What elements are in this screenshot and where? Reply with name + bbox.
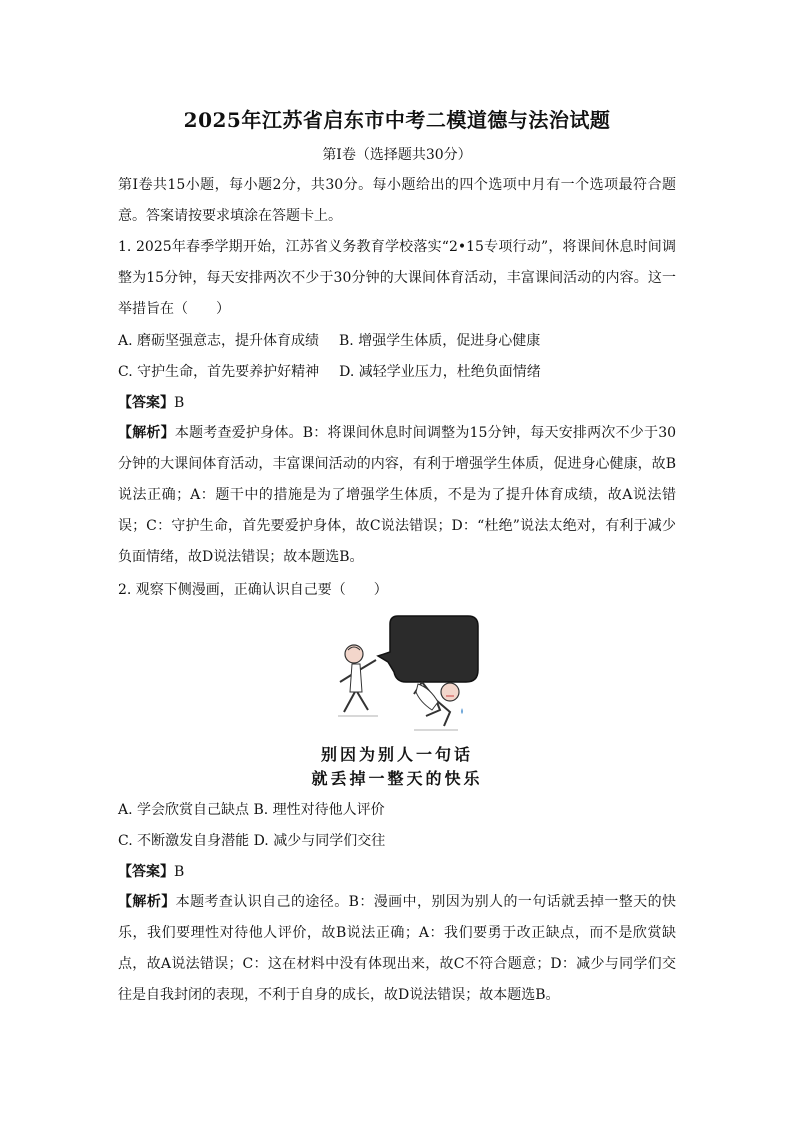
section-instructions: 第I卷共15小题，每小题2分，共30分。每小题给出的四个选项中月有一个选项最符合题意。答案请按要求填涂在答题卡上。 [118,177,676,224]
question-1-analysis [118,418,676,573]
question-1-options-row-2 [118,362,541,382]
answer-value: B [174,864,185,880]
question-2-option-c: C. 不断激发自身潜能 [118,833,250,849]
analysis-label: 【解析】 [118,425,175,441]
analysis-text: 本题考查认识自己的途径。B：漫画中，别因为别人的一句话就丢掉一整天的快乐，我们要理性对待他人评价，故B说法正确；A：我们要勇于改正缺点，而不是欣赏缺点，故A说法错误；C：这在材料中没有体现出来，故C不符合题意；D：减少与同学们交往是自我封闭的表现，不利于自身的成长，故D说法错误；故本题选B。 [118,894,676,1003]
question-2-options-row-1 [118,800,385,820]
section-heading: 第I卷（选择题共30分） [322,147,472,163]
question-1-answer [118,393,184,413]
comic-illustration [318,612,488,742]
analysis-text: 本题考查爱护身体。B：将课间休息时间调整为15分钟，每天安排两次不少于30分钟的大课间体育活动，丰富课间活动的内容，有利于增强学生体质，促进身心健康，故B说法正确；A：题干中的措施是为了增强学生体质，不是为了提升体育成绩，故A说法错误；C：守护生命，首先要爱护身体，故C说法错误；D：“杜绝”说法太绝对，有利于减少负面情绪，故D说法错误；故本题选B。 [118,425,677,565]
page-title: 2025年江苏省启东市中考二模道德与法治试题 [183,108,611,132]
answer-value: B [174,395,185,411]
question-1-option-a: A. 磨砺坚强意志，提升体育成绩 [118,333,320,349]
question-2-analysis [118,887,676,1011]
answer-label: 【答案】 [118,864,174,880]
answer-label: 【答案】 [118,395,174,411]
question-2-answer [118,862,184,882]
question-2-options-row-2 [118,831,385,851]
question-2-option-d: D. 减少与同学们交往 [253,833,386,849]
question-2-option-b: B. 理性对待他人评价 [253,802,385,818]
comic-caption-line-2: 就丢掉一整天的快乐 [311,769,483,788]
analysis-label: 【解析】 [118,894,176,910]
question-1-option-b: B. 增强学生体质，促进身心健康 [339,333,541,349]
question-2-option-a: A. 学会欣赏自己缺点 [118,802,250,818]
comic-caption-line-1: 别因为别人一句话 [320,745,473,764]
question-1-options-row-1 [118,331,540,351]
question-1-option-d: D. 减轻学业压力，杜绝负面情绪 [339,364,541,380]
question-1-stem: 1. 2025年春季学期开始，江苏省义务教育学校落实“2•15专项行动”，将课间休息时间调整为15分钟，每天安排两次不少于30分钟的大课间体育活动，丰富课间活动的内容。这一举措旨在（ ） [118,239,676,317]
question-2-stem: 2. 观察下侧漫画，正确认识自己要（ ） [118,582,388,598]
question-1-option-c: C. 守护生命，首先要养护好精神 [118,364,320,380]
